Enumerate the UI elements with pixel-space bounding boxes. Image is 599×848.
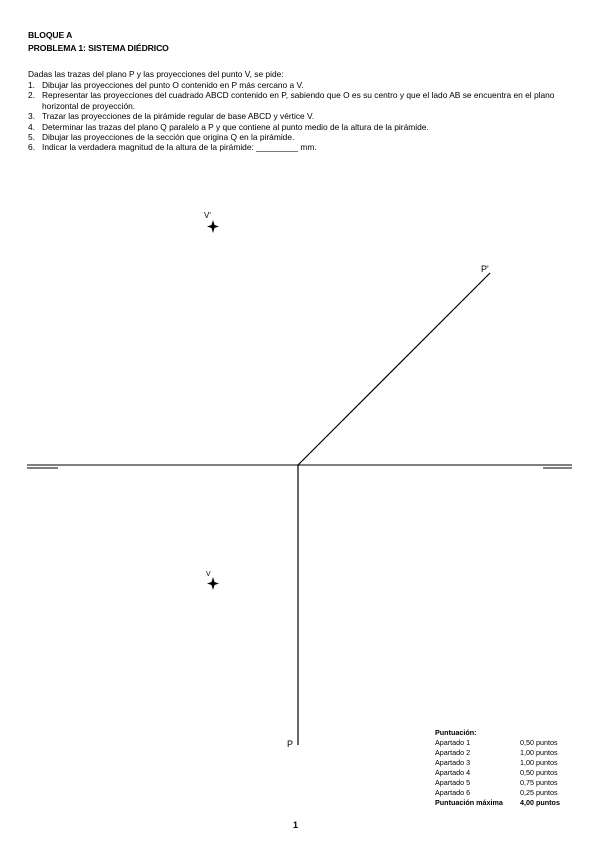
task-item: 3. Trazar las proyecciones de la pirámide regular de base ABCD y vértice V. (28, 111, 315, 122)
label-v: V (206, 571, 211, 578)
scoring-title: Puntuación: (435, 728, 477, 737)
scoring-row: Apartado 4 0,50 puntos (435, 768, 558, 777)
label-v-prime: V' (204, 211, 211, 220)
problem-title: PROBLEMA 1: SISTEMA DIÉDRICO (28, 43, 169, 53)
label-p-prime: P' (481, 264, 489, 274)
scoring-row: Apartado 6 0,25 puntos (435, 788, 558, 797)
vertical-trace-p-prime (298, 273, 490, 465)
task-item: 5. Dibujar las proyecciones de la sección que origina Q en la pirámide. (28, 132, 295, 143)
task-item: 2. Representar las proyecciones del cuadrado ABCD contenido en P, sabiendo que O es su centro y que el lado AB se encuentra en el plano horizontal de proyección. (28, 90, 555, 111)
label-p: P (287, 739, 294, 749)
task-item: 6. Indicar la verdadera magnitud de la altura de la pirámide: _________ mm. (28, 142, 317, 153)
task-item: 4. Determinar las trazas del plano Q paralelo a P y que contiene al punto medio de la altura de la pirámide. (28, 121, 429, 132)
block-title: BLOQUE A (28, 30, 73, 40)
scoring-row: Apartado 2 1,00 puntos (435, 748, 558, 757)
scoring-row: Apartado 5 0,75 puntos (435, 778, 558, 787)
scoring-total-row: Puntuación máxima 4,00 puntos (435, 798, 560, 807)
page-number: 1 (293, 820, 299, 830)
intro-text: Dadas las trazas del plano P y las proyecciones del punto V, se pide: (28, 69, 284, 79)
point-v-marker (207, 577, 219, 590)
task-item: 1. Dibujar las proyecciones del punto O contenido en P más cercano a V. (28, 80, 304, 90)
scoring-row: Apartado 3 1,00 puntos (435, 758, 558, 767)
scoring-table (435, 728, 575, 808)
point-v-prime-marker (207, 220, 219, 233)
scoring-row: Apartado 1 0,50 puntos (435, 738, 558, 747)
